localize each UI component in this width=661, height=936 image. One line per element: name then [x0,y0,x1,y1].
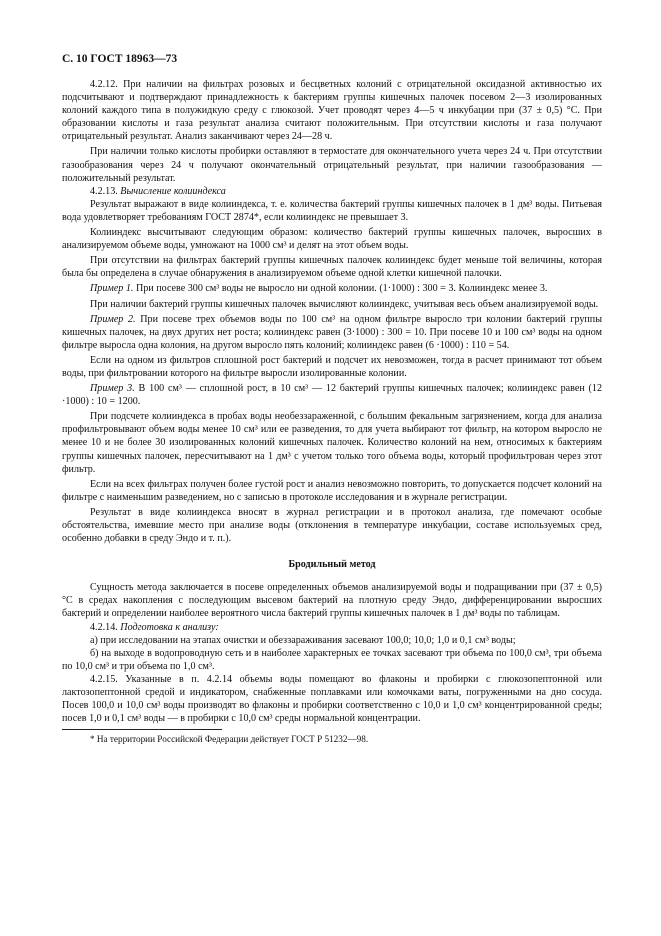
example-2-label: Пример 2. [90,313,136,325]
footnote-divider [62,729,222,730]
subsection-4-2-14 [62,621,602,634]
subsection-title: Подготовка к анализу: [120,621,219,633]
subsection-4-2-13 [62,185,602,198]
example-3 [62,382,602,408]
paragraph-4-2-12: 4.2.12. При наличии на фильтрах розовых и бесцветных колоний с отрицательной оксидазной активностью их подсчитывают и подтверждают принадлежность к бактериям группы кишечных палочек посевом 2—3 изолированных колоний каждого типа в полужидкую среду с глюкозой. Учет проводят через 4—5 ч инкубации при (37 ± 0,5) °С. При образовании кислоты и газа результат анализа считают положительным. При отсутствии кислоты и газа получают отрицательный результат. Анализ заканчивают через 24—28 ч. [62,79,602,143]
paragraph-4-2-15: 4.2.15. Указанные в п. 4.2.14 объемы воды помещают во флаконы и пробирки с глюкозопептонной или лактозопептонной средой и индикатором, снабженные поплавками или комочками ваты, погруженными на дно сосуда. Посев 100,0 и 10,0 см³ воды производят во флаконы и пробирки соответственно с 10,0 и 1,0 см³ концентрированной среды; посев 1,0 и 0,1 см³ воды — в пробирки с 10,0 см³ среды нормальной концентрации. [62,673,602,725]
example-1-text: При посеве 300 см³ воды не выросло ни одной колонии. (1·1000) : 300 = 3. Колииндекс менее 3. [133,283,548,295]
subsection-number: 4.2.13. [90,185,118,197]
example-2-text: При посеве трех объемов воды по 100 см³ на одном фильтре выросло три колонии бактерий группы кишечных палочек, на двух других нет роста; колииндекс равен (3·1000) : 300 = 10. При посеве 10 и 100 см³ воды на одном фильтре выросла одна колония, на другом выросло пять колоний; колииндекс равен (6 ·1000) : 110 = 54. [62,313,602,351]
paragraph-presence: При наличии бактерий группы кишечных палочек вычисляют колииндекс, учитывая весь объем анализируемой воды. [90,298,599,310]
subsection-number: 4.2.14. [90,621,118,633]
footnote: * На территории Российской Федерации действует ГОСТ Р 51232—98. [90,734,369,745]
paragraph-register: Результат в виде колииндекса вносят в журнал регистрации и в протокол анализа, где помечают особые обстоятельства, имевшие место при анализе воды (отклонения в температуре инкубации, составе используемых сред, особенно добавки в среду Эндо и т. п.). [62,506,602,545]
page-header: С. 10 ГОСТ 18963—73 [62,53,178,65]
example-1 [62,282,602,295]
paragraph-absence: При отсутствии на фильтрах бактерий группы кишечных палочек колииндекс будет меньше той величины, которая была бы определена в случае обнаружения в анализируемом объеме одной клетки кишечной палочки. [62,255,602,280]
paragraph-undisinfected: При подсчете колииндекса в пробах воды необеззараженной, с большим фекальным загрязнением, когда для анализа профильтровывают объем воды менее 10 см³ или ее разведения, то для учета выбирают тот фильтр, на котором выросло не менее 10 и не более 30 изолированных колоний кишечных палочек. Количество колоний на нем, относимых к бактериям группы кишечных палочек, пересчитывают на 1 дм³ с учетом только того объема воды, который профильтрован через этот фильтр. [62,411,602,475]
paragraph-result-coliindex: Результат выражают в виде колииндекса, т. е. количества бактерий группы кишечных палочек в 1 дм³ воды. Питьевая вода удовлетворяет требованиям ГОСТ 2874*, если колииндекс не превышает 3. [62,198,602,223]
list-item-b: б) на выходе в водопроводную сеть и в наиболее характерных ее точках засевают три объема по 100,0 см³, три объема по 10,0 см³ и три объема по 1,0 см³. [62,647,602,672]
section-title: Бродильный метод [288,559,376,571]
paragraph-dense-growth: Если на всех фильтрах получен более густой рост и анализ невозможно повторить, то допускается подсчет колоний на фильтре с наименьшим разведением, но с записью в протоколе исследования и в журнале регистрации. [62,478,602,503]
example-2 [62,313,602,352]
paragraph-acid-only: При наличии только кислоты пробирки оставляют в термостате для окончательного учета через 24 ч. При отсутствии газообразования через 24 ч получают окончательный отрицательный результат, при наличии газообразования — положительный результат. [62,146,602,184]
example-3-label: Пример 3. [90,383,135,395]
list-item-a: а) при исследовании на этапах очистки и обеззараживания засевают 100,0; 10,0; 1,0 и 0,1 см³ воды; [90,634,516,646]
subsection-title: Вычисление колииндекса [120,185,226,197]
paragraph-method-essence: Сущность метода заключается в посеве определенных объемов анализируемой воды и подращивании при (37 ± 0,5) °С в средах накопления с последующим высевом бактерий на плотную среду Эндо, дифференцировании выросших бактерий и определении наиболее вероятного числа бактерий группы кишечных палочек в 1 дм³ воды по таблицам. [62,582,602,620]
example-3-text: В 100 см³ — сплошной рост, в 10 см³ — 12 бактерий группы кишечных палочек; колииндекс равен (12 ·1000) : 10 = 1200. [62,383,602,408]
paragraph-continuous-growth: Если на одном из фильтров сплошной рост бактерий и подсчет их невозможен, тогда в расчет принимают тот объем воды, при фильтровании которого на фильтре выросли изолированные колонии. [62,354,602,379]
example-1-label: Пример 1. [90,283,134,295]
document-page [62,52,602,745]
paragraph-coliindex-calc: Колииндекс высчитывают следующим образом: количество бактерий группы кишечных палочек, выросших в анализируемом объеме воды, умножают на 1000 см³ и делят на этот объем воды. [62,227,602,252]
